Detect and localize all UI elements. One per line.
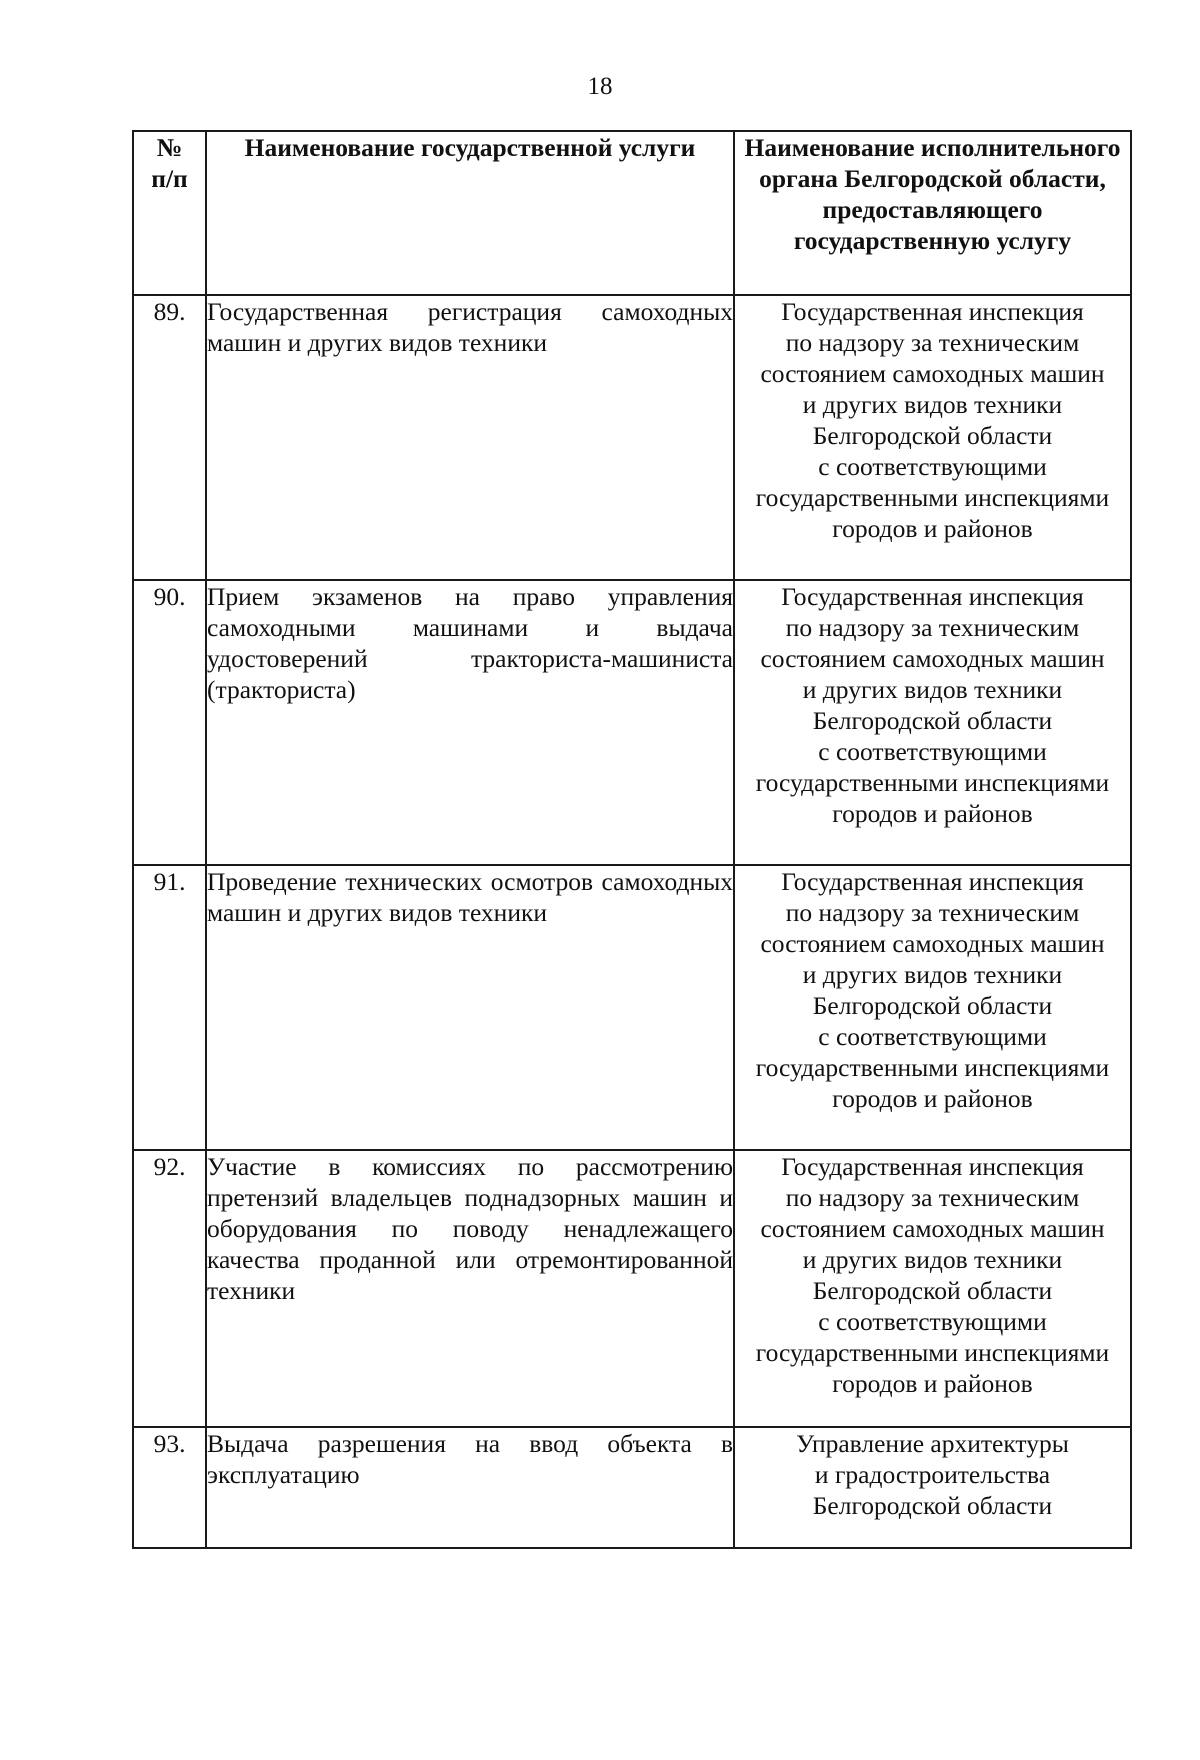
table-row — [133, 865, 1131, 1150]
executive-organ: Государственная инспекция по надзору за техническим состоянием самоходных машин и других видов техники Белгородской области с соответствующими государственными инспекциями городов и районов — [734, 295, 1131, 580]
page-number: 18 — [587, 73, 613, 100]
executive-organ: Государственная инспекция по надзору за техническим состоянием самоходных машин и других видов техники Белгородской области с соответствующими государственными инспекциями городов и районов — [734, 865, 1131, 1150]
header-executive-organ: Наименование исполнительного органа Белгородской области, предоставляющего государственную услугу — [734, 131, 1131, 295]
executive-organ: Государственная инспекция по надзору за техническим состоянием самоходных машин и других видов техники Белгородской области с соответствующими государственными инспекциями городов и районов — [734, 1150, 1131, 1427]
table-row — [133, 1427, 1131, 1548]
row-number: 93. — [133, 1427, 206, 1548]
row-number: 90. — [133, 580, 206, 865]
service-name: Государственная регистрация самоходных машин и других видов техники — [206, 295, 734, 580]
services-table — [132, 130, 1132, 1549]
service-name: Прием экзаменов на право управления самоходными машинами и выдача удостоверений тракториста-машиниста (тракториста) — [206, 580, 734, 865]
table-row — [133, 295, 1131, 580]
service-name: Участие в комиссиях по рассмотрению претензий владельцев поднадзорных машин и оборудования по поводу ненадлежащего качества проданной или отремонтированной техники — [206, 1150, 734, 1427]
table-header-row — [133, 131, 1131, 295]
row-number: 89. — [133, 295, 206, 580]
executive-organ: Управление архитектуры и градостроительства Белгородской области — [734, 1427, 1131, 1548]
table-row — [133, 580, 1131, 865]
table-row — [133, 1150, 1131, 1427]
row-number: 91. — [133, 865, 206, 1150]
row-number: 92. — [133, 1150, 206, 1427]
header-service-name: Наименование государственной услуги — [206, 131, 734, 295]
header-number: № п/п — [133, 131, 206, 295]
service-name: Выдача разрешения на ввод объекта в эксплуатацию — [206, 1427, 734, 1548]
service-name: Проведение технических осмотров самоходных машин и других видов техники — [206, 865, 734, 1150]
executive-organ: Государственная инспекция по надзору за техническим состоянием самоходных машин и других видов техники Белгородской области с соответствующими государственными инспекциями городов и районов — [734, 580, 1131, 865]
